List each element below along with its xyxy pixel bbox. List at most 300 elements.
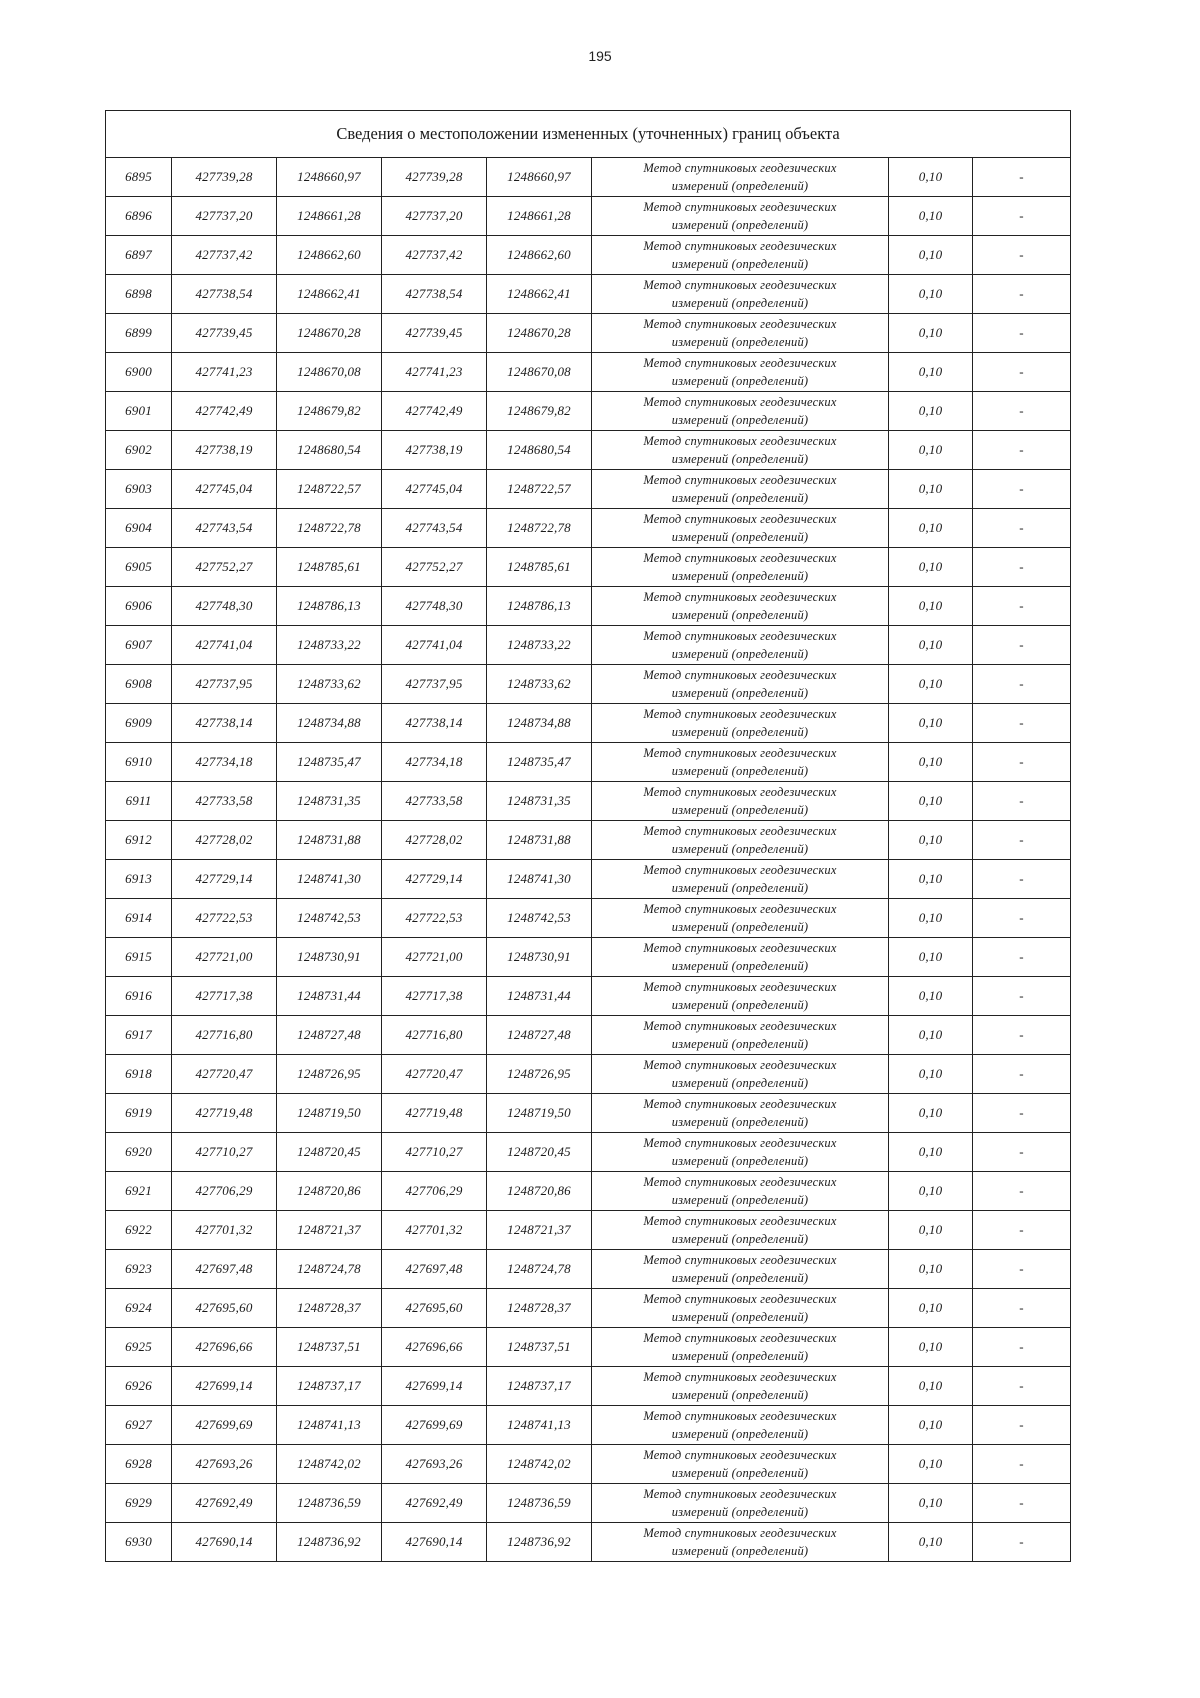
new-y-cell: 1248731,35 (487, 782, 592, 821)
method-line-2: измерений (определений) (671, 803, 809, 817)
accuracy-cell: 0,10 (889, 1016, 973, 1055)
method-line-1: Метод спутниковых геодезических (643, 1409, 837, 1423)
method-line-1: Метод спутниковых геодезических (643, 1370, 837, 1384)
note-cell: - (973, 548, 1071, 587)
accuracy-cell: 0,10 (889, 1055, 973, 1094)
method-cell (592, 860, 889, 899)
existing-y-cell: 1248662,60 (277, 236, 382, 275)
note-cell: - (973, 197, 1071, 236)
existing-y-cell: 1248660,97 (277, 158, 382, 197)
accuracy-cell: 0,10 (889, 1250, 973, 1289)
new-y-cell: 1248730,91 (487, 938, 592, 977)
method-cell (592, 197, 889, 236)
table-row (106, 314, 1071, 353)
new-x-cell: 427748,30 (382, 587, 487, 626)
existing-x-cell: 427741,23 (172, 353, 277, 392)
method-line-1: Метод спутниковых геодезических (643, 746, 837, 760)
method-cell (592, 236, 889, 275)
accuracy-cell: 0,10 (889, 1172, 973, 1211)
note-cell: - (973, 353, 1071, 392)
new-x-cell: 427743,54 (382, 509, 487, 548)
note-cell: - (973, 860, 1071, 899)
existing-x-cell: 427693,26 (172, 1445, 277, 1484)
point-number-cell: 6908 (106, 665, 172, 704)
new-y-cell: 1248670,08 (487, 353, 592, 392)
method-line-1: Метод спутниковых геодезических (643, 1253, 837, 1267)
note-cell: - (973, 1211, 1071, 1250)
new-y-cell: 1248662,60 (487, 236, 592, 275)
point-number-cell: 6924 (106, 1289, 172, 1328)
existing-y-cell: 1248733,22 (277, 626, 382, 665)
existing-x-cell: 427716,80 (172, 1016, 277, 1055)
existing-x-cell: 427728,02 (172, 821, 277, 860)
table-title-row (106, 111, 1071, 158)
method-cell (592, 665, 889, 704)
existing-x-cell: 427748,30 (172, 587, 277, 626)
existing-x-cell: 427696,66 (172, 1328, 277, 1367)
method-cell (592, 1172, 889, 1211)
method-cell (592, 1250, 889, 1289)
existing-x-cell: 427695,60 (172, 1289, 277, 1328)
method-line-1: Метод спутниковых геодезических (643, 1331, 837, 1345)
accuracy-cell: 0,10 (889, 587, 973, 626)
existing-y-cell: 1248662,41 (277, 275, 382, 314)
existing-y-cell: 1248661,28 (277, 197, 382, 236)
new-y-cell: 1248728,37 (487, 1289, 592, 1328)
method-line-1: Метод спутниковых геодезических (643, 200, 837, 214)
method-line-1: Метод спутниковых геодезических (643, 434, 837, 448)
point-number-cell: 6910 (106, 743, 172, 782)
method-cell (592, 1445, 889, 1484)
new-x-cell: 427710,27 (382, 1133, 487, 1172)
note-cell: - (973, 314, 1071, 353)
existing-x-cell: 427720,47 (172, 1055, 277, 1094)
new-x-cell: 427722,53 (382, 899, 487, 938)
accuracy-cell: 0,10 (889, 1328, 973, 1367)
method-line-1: Метод спутниковых геодезических (643, 1136, 837, 1150)
method-line-2: измерений (определений) (671, 374, 809, 388)
method-line-2: измерений (определений) (671, 1505, 809, 1519)
method-cell (592, 1094, 889, 1133)
table-row (106, 587, 1071, 626)
method-line-1: Метод спутниковых геодезических (643, 1058, 837, 1072)
table-row (106, 1055, 1071, 1094)
note-cell: - (973, 1445, 1071, 1484)
point-number-cell: 6902 (106, 431, 172, 470)
existing-x-cell: 427738,19 (172, 431, 277, 470)
method-cell (592, 1055, 889, 1094)
existing-y-cell: 1248670,28 (277, 314, 382, 353)
method-line-2: измерений (определений) (671, 1193, 809, 1207)
note-cell: - (973, 665, 1071, 704)
method-line-1: Метод спутниковых геодезических (643, 551, 837, 565)
existing-x-cell: 427721,00 (172, 938, 277, 977)
note-cell: - (973, 470, 1071, 509)
point-number-cell: 6897 (106, 236, 172, 275)
existing-x-cell: 427738,54 (172, 275, 277, 314)
point-number-cell: 6928 (106, 1445, 172, 1484)
accuracy-cell: 0,10 (889, 626, 973, 665)
table-row (106, 665, 1071, 704)
note-cell: - (973, 1172, 1071, 1211)
new-x-cell: 427737,42 (382, 236, 487, 275)
method-line-2: измерений (определений) (671, 257, 809, 271)
new-x-cell: 427720,47 (382, 1055, 487, 1094)
method-cell (592, 314, 889, 353)
existing-x-cell: 427697,48 (172, 1250, 277, 1289)
note-cell: - (973, 509, 1071, 548)
point-number-cell: 6925 (106, 1328, 172, 1367)
note-cell: - (973, 1328, 1071, 1367)
method-line-1: Метод спутниковых геодезических (643, 980, 837, 994)
existing-x-cell: 427692,49 (172, 1484, 277, 1523)
new-x-cell: 427741,04 (382, 626, 487, 665)
accuracy-cell: 0,10 (889, 509, 973, 548)
point-number-cell: 6914 (106, 899, 172, 938)
new-x-cell: 427706,29 (382, 1172, 487, 1211)
new-x-cell: 427745,04 (382, 470, 487, 509)
accuracy-cell: 0,10 (889, 236, 973, 275)
table-row (106, 821, 1071, 860)
method-line-1: Метод спутниковых геодезических (643, 1214, 837, 1228)
table-row (106, 782, 1071, 821)
method-line-2: измерений (определений) (671, 998, 809, 1012)
table-row (106, 1484, 1071, 1523)
existing-y-cell: 1248724,78 (277, 1250, 382, 1289)
note-cell: - (973, 1016, 1071, 1055)
method-line-2: измерений (определений) (671, 1349, 809, 1363)
new-y-cell: 1248731,44 (487, 977, 592, 1016)
note-cell: - (973, 275, 1071, 314)
table-row (106, 1016, 1071, 1055)
method-line-1: Метод спутниковых геодезических (643, 317, 837, 331)
existing-y-cell: 1248719,50 (277, 1094, 382, 1133)
existing-y-cell: 1248736,59 (277, 1484, 382, 1523)
existing-y-cell: 1248731,88 (277, 821, 382, 860)
method-line-2: измерений (определений) (671, 413, 809, 427)
new-x-cell: 427692,49 (382, 1484, 487, 1523)
new-y-cell: 1248741,30 (487, 860, 592, 899)
accuracy-cell: 0,10 (889, 1406, 973, 1445)
existing-x-cell: 427742,49 (172, 392, 277, 431)
table-row (106, 1523, 1071, 1562)
new-y-cell: 1248735,47 (487, 743, 592, 782)
new-x-cell: 427690,14 (382, 1523, 487, 1562)
new-y-cell: 1248736,59 (487, 1484, 592, 1523)
method-line-1: Метод спутниковых геодезических (643, 161, 837, 175)
existing-y-cell: 1248741,13 (277, 1406, 382, 1445)
method-line-1: Метод спутниковых геодезических (643, 473, 837, 487)
new-x-cell: 427738,19 (382, 431, 487, 470)
existing-x-cell: 427739,45 (172, 314, 277, 353)
note-cell: - (973, 1133, 1071, 1172)
point-number-cell: 6899 (106, 314, 172, 353)
existing-x-cell: 427717,38 (172, 977, 277, 1016)
method-line-2: измерений (определений) (671, 1076, 809, 1090)
method-cell (592, 1367, 889, 1406)
new-x-cell: 427733,58 (382, 782, 487, 821)
table-row (106, 197, 1071, 236)
point-number-cell: 6903 (106, 470, 172, 509)
note-cell: - (973, 587, 1071, 626)
new-x-cell: 427699,69 (382, 1406, 487, 1445)
table-row (106, 1094, 1071, 1133)
existing-x-cell: 427739,28 (172, 158, 277, 197)
new-x-cell: 427737,20 (382, 197, 487, 236)
accuracy-cell: 0,10 (889, 860, 973, 899)
new-x-cell: 427695,60 (382, 1289, 487, 1328)
table-row (106, 1367, 1071, 1406)
table-title: Сведения о местоположении измененных (уточненных) границ объекта (106, 111, 1071, 158)
method-line-1: Метод спутниковых геодезических (643, 1448, 837, 1462)
new-x-cell: 427693,26 (382, 1445, 487, 1484)
accuracy-cell: 0,10 (889, 1445, 973, 1484)
method-line-1: Метод спутниковых геодезических (643, 941, 837, 955)
existing-y-cell: 1248742,02 (277, 1445, 382, 1484)
method-line-1: Метод спутниковых геодезических (643, 1292, 837, 1306)
table-row (106, 977, 1071, 1016)
point-number-cell: 6913 (106, 860, 172, 899)
accuracy-cell: 0,10 (889, 704, 973, 743)
method-line-2: измерений (определений) (671, 1115, 809, 1129)
method-cell (592, 548, 889, 587)
new-x-cell: 427728,02 (382, 821, 487, 860)
existing-x-cell: 427737,42 (172, 236, 277, 275)
new-y-cell: 1248786,13 (487, 587, 592, 626)
existing-y-cell: 1248731,35 (277, 782, 382, 821)
accuracy-cell: 0,10 (889, 275, 973, 314)
method-line-2: измерений (определений) (671, 647, 809, 661)
existing-x-cell: 427699,14 (172, 1367, 277, 1406)
accuracy-cell: 0,10 (889, 314, 973, 353)
note-cell: - (973, 743, 1071, 782)
table-row (106, 1289, 1071, 1328)
point-number-cell: 6901 (106, 392, 172, 431)
table-row (106, 938, 1071, 977)
point-number-cell: 6927 (106, 1406, 172, 1445)
existing-y-cell: 1248680,54 (277, 431, 382, 470)
point-number-cell: 6905 (106, 548, 172, 587)
accuracy-cell: 0,10 (889, 1523, 973, 1562)
method-cell (592, 626, 889, 665)
method-cell (592, 587, 889, 626)
point-number-cell: 6900 (106, 353, 172, 392)
note-cell: - (973, 1055, 1071, 1094)
boundary-coordinates-table (105, 110, 1071, 1562)
method-cell (592, 977, 889, 1016)
method-line-1: Метод спутниковых геодезических (643, 824, 837, 838)
method-line-2: измерений (определений) (671, 1427, 809, 1441)
point-number-cell: 6916 (106, 977, 172, 1016)
method-line-2: измерений (определений) (671, 608, 809, 622)
new-y-cell: 1248726,95 (487, 1055, 592, 1094)
table-row (106, 1250, 1071, 1289)
existing-x-cell: 427743,54 (172, 509, 277, 548)
new-y-cell: 1248720,86 (487, 1172, 592, 1211)
new-y-cell: 1248722,78 (487, 509, 592, 548)
new-y-cell: 1248720,45 (487, 1133, 592, 1172)
method-line-1: Метод спутниковых геодезических (643, 395, 837, 409)
method-cell (592, 509, 889, 548)
method-line-2: измерений (определений) (671, 1232, 809, 1246)
method-line-2: измерений (определений) (671, 920, 809, 934)
existing-y-cell: 1248786,13 (277, 587, 382, 626)
method-line-2: измерений (определений) (671, 764, 809, 778)
new-y-cell: 1248733,62 (487, 665, 592, 704)
method-line-2: измерений (определений) (671, 1466, 809, 1480)
point-number-cell: 6912 (106, 821, 172, 860)
accuracy-cell: 0,10 (889, 1289, 973, 1328)
existing-x-cell: 427719,48 (172, 1094, 277, 1133)
method-line-2: измерений (определений) (671, 1037, 809, 1051)
new-y-cell: 1248737,17 (487, 1367, 592, 1406)
method-line-1: Метод спутниковых геодезических (643, 356, 837, 370)
new-y-cell: 1248662,41 (487, 275, 592, 314)
new-x-cell: 427716,80 (382, 1016, 487, 1055)
method-cell (592, 1211, 889, 1250)
method-line-1: Метод спутниковых геодезических (643, 1175, 837, 1189)
existing-y-cell: 1248730,91 (277, 938, 382, 977)
new-y-cell: 1248679,82 (487, 392, 592, 431)
new-y-cell: 1248734,88 (487, 704, 592, 743)
existing-x-cell: 427738,14 (172, 704, 277, 743)
method-cell (592, 1016, 889, 1055)
method-line-1: Метод спутниковых геодезических (643, 668, 837, 682)
table-row (106, 470, 1071, 509)
method-line-1: Метод спутниковых геодезических (643, 1487, 837, 1501)
method-line-2: измерений (определений) (671, 1388, 809, 1402)
note-cell: - (973, 1367, 1071, 1406)
new-x-cell: 427717,38 (382, 977, 487, 1016)
new-x-cell: 427696,66 (382, 1328, 487, 1367)
new-y-cell: 1248733,22 (487, 626, 592, 665)
existing-y-cell: 1248726,95 (277, 1055, 382, 1094)
new-y-cell: 1248721,37 (487, 1211, 592, 1250)
method-line-2: измерений (определений) (671, 1544, 809, 1558)
method-line-2: измерений (определений) (671, 491, 809, 505)
point-number-cell: 6920 (106, 1133, 172, 1172)
accuracy-cell: 0,10 (889, 431, 973, 470)
existing-y-cell: 1248731,44 (277, 977, 382, 1016)
accuracy-cell: 0,10 (889, 821, 973, 860)
point-number-cell: 6909 (106, 704, 172, 743)
table-row (106, 899, 1071, 938)
accuracy-cell: 0,10 (889, 470, 973, 509)
table-row (106, 704, 1071, 743)
method-line-1: Метод спутниковых геодезических (643, 1019, 837, 1033)
method-line-1: Метод спутниковых геодезических (643, 278, 837, 292)
method-cell (592, 704, 889, 743)
method-line-2: измерений (определений) (671, 881, 809, 895)
new-y-cell: 1248736,92 (487, 1523, 592, 1562)
table-row (106, 158, 1071, 197)
existing-y-cell: 1248721,37 (277, 1211, 382, 1250)
existing-y-cell: 1248722,78 (277, 509, 382, 548)
note-cell: - (973, 977, 1071, 1016)
new-y-cell: 1248741,13 (487, 1406, 592, 1445)
method-cell (592, 392, 889, 431)
table-row (106, 275, 1071, 314)
method-line-2: измерений (определений) (671, 179, 809, 193)
new-x-cell: 427741,23 (382, 353, 487, 392)
method-line-1: Метод спутниковых геодезических (643, 590, 837, 604)
accuracy-cell: 0,10 (889, 1367, 973, 1406)
note-cell: - (973, 1484, 1071, 1523)
method-line-2: измерений (определений) (671, 1310, 809, 1324)
method-line-2: измерений (определений) (671, 296, 809, 310)
existing-y-cell: 1248736,92 (277, 1523, 382, 1562)
new-y-cell: 1248670,28 (487, 314, 592, 353)
method-line-2: измерений (определений) (671, 959, 809, 973)
point-number-cell: 6922 (106, 1211, 172, 1250)
method-line-1: Метод спутниковых геодезических (643, 1526, 837, 1540)
existing-y-cell: 1248728,37 (277, 1289, 382, 1328)
method-line-1: Метод спутниковых геодезических (643, 1097, 837, 1111)
method-line-2: измерений (определений) (671, 569, 809, 583)
note-cell: - (973, 1289, 1071, 1328)
existing-x-cell: 427737,20 (172, 197, 277, 236)
new-y-cell: 1248742,02 (487, 1445, 592, 1484)
method-cell (592, 938, 889, 977)
note-cell: - (973, 626, 1071, 665)
new-y-cell: 1248661,28 (487, 197, 592, 236)
note-cell: - (973, 782, 1071, 821)
table-row (106, 626, 1071, 665)
new-x-cell: 427719,48 (382, 1094, 487, 1133)
existing-y-cell: 1248722,57 (277, 470, 382, 509)
existing-x-cell: 427752,27 (172, 548, 277, 587)
method-cell (592, 782, 889, 821)
new-y-cell: 1248660,97 (487, 158, 592, 197)
method-cell (592, 275, 889, 314)
new-y-cell: 1248742,53 (487, 899, 592, 938)
point-number-cell: 6923 (106, 1250, 172, 1289)
table-row (106, 509, 1071, 548)
existing-y-cell: 1248735,47 (277, 743, 382, 782)
existing-y-cell: 1248737,17 (277, 1367, 382, 1406)
new-x-cell: 427742,49 (382, 392, 487, 431)
new-x-cell: 427734,18 (382, 743, 487, 782)
table-row (106, 236, 1071, 275)
note-cell: - (973, 1094, 1071, 1133)
existing-x-cell: 427699,69 (172, 1406, 277, 1445)
point-number-cell: 6926 (106, 1367, 172, 1406)
new-y-cell: 1248731,88 (487, 821, 592, 860)
method-cell (592, 821, 889, 860)
point-number-cell: 6896 (106, 197, 172, 236)
point-number-cell: 6904 (106, 509, 172, 548)
existing-y-cell: 1248679,82 (277, 392, 382, 431)
accuracy-cell: 0,10 (889, 197, 973, 236)
method-line-1: Метод спутниковых геодезических (643, 902, 837, 916)
method-cell (592, 470, 889, 509)
method-line-2: измерений (определений) (671, 452, 809, 466)
new-y-cell: 1248722,57 (487, 470, 592, 509)
accuracy-cell: 0,10 (889, 548, 973, 587)
existing-x-cell: 427745,04 (172, 470, 277, 509)
existing-y-cell: 1248734,88 (277, 704, 382, 743)
method-cell (592, 1133, 889, 1172)
existing-y-cell: 1248742,53 (277, 899, 382, 938)
existing-y-cell: 1248737,51 (277, 1328, 382, 1367)
new-x-cell: 427701,32 (382, 1211, 487, 1250)
point-number-cell: 6929 (106, 1484, 172, 1523)
point-number-cell: 6930 (106, 1523, 172, 1562)
existing-y-cell: 1248733,62 (277, 665, 382, 704)
accuracy-cell: 0,10 (889, 782, 973, 821)
point-number-cell: 6918 (106, 1055, 172, 1094)
point-number-cell: 6898 (106, 275, 172, 314)
